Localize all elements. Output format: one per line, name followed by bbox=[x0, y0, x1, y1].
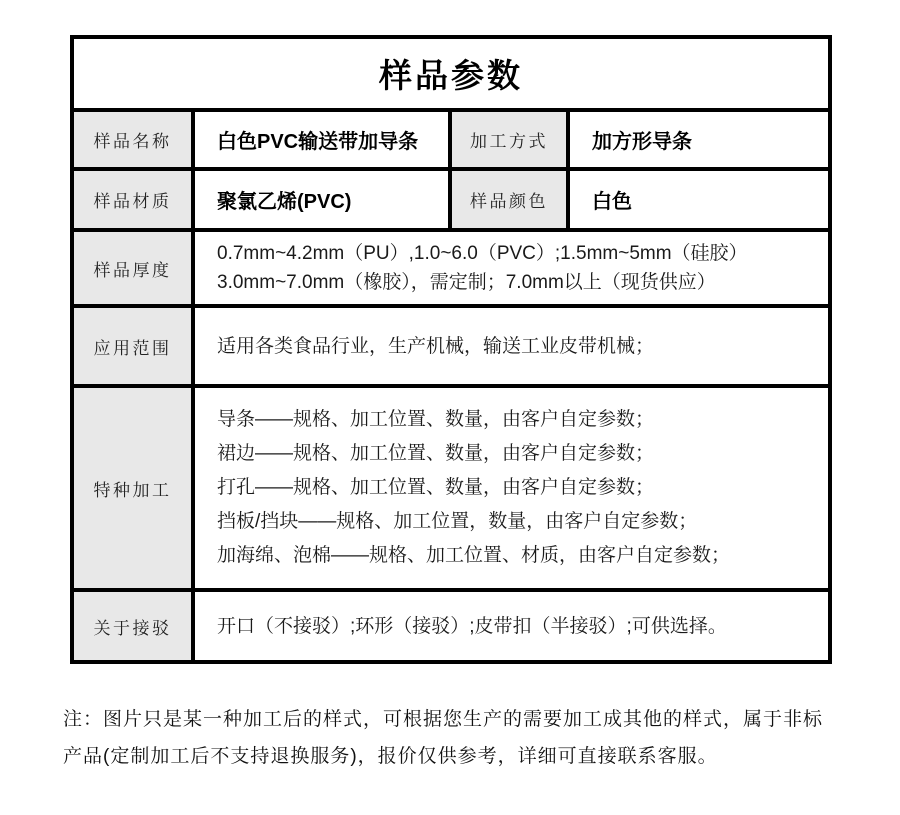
table-row-sample-thickness bbox=[74, 232, 828, 308]
label-application-scope: 应用范围 bbox=[74, 308, 195, 384]
label-sample-name: 样品名称 bbox=[74, 112, 195, 167]
value-sample-material: 聚氯乙烯(PVC) bbox=[217, 191, 352, 213]
value-sample-thickness-cell bbox=[195, 232, 828, 304]
splicing-text: 开口（不接驳）;环形（接驳）;皮带扣（半接驳）;可供选择。 bbox=[217, 615, 727, 637]
thickness-line-1: 0.7mm~4.2mm（PU）,1.0~6.0（PVC）;1.5mm~5mm（硅胶） bbox=[217, 243, 748, 264]
footer-note-line-2: 产品(定制加工后不支持退换服务)，报价仅供参考，详细可直接联系客服。 bbox=[63, 746, 718, 767]
table-row-sample-name bbox=[74, 112, 828, 171]
label-splicing: 关于接驳 bbox=[74, 592, 195, 660]
footer-note bbox=[63, 701, 853, 775]
label-sample-material: 样品材质 bbox=[74, 171, 195, 228]
sample-parameters-table bbox=[70, 35, 832, 664]
value-sample-color: 白色 bbox=[592, 191, 632, 213]
value-splicing-cell bbox=[195, 592, 828, 660]
table-row-sample-material bbox=[74, 171, 828, 232]
table-title-row bbox=[74, 39, 828, 112]
label-special-processing: 特种加工 bbox=[74, 388, 195, 588]
special-processing-line-3: 打孔——规格、加工位置、数量，由客户自定参数； bbox=[217, 477, 655, 498]
special-processing-line-5: 加海绵、泡棉——规格、加工位置、材质，由客户自定参数； bbox=[217, 545, 731, 566]
special-processing-line-4: 挡板/挡块——规格、加工位置，数量，由客户自定参数； bbox=[217, 511, 698, 532]
page-title: 样品参数 bbox=[379, 57, 523, 94]
table-row-application-scope bbox=[74, 308, 828, 388]
value-processing-method: 加方形导条 bbox=[592, 131, 692, 153]
value-processing-method-cell bbox=[570, 112, 828, 167]
value-sample-name-cell bbox=[195, 112, 448, 167]
label-processing-method: 加工方式 bbox=[448, 112, 570, 167]
label-sample-thickness: 样品厚度 bbox=[74, 232, 195, 304]
thickness-line-2: 3.0mm~7.0mm（橡胶），需定制；7.0mm以上（现货供应） bbox=[217, 272, 716, 293]
value-sample-material-cell bbox=[195, 171, 448, 228]
application-scope-text: 适用各类食品行业，生产机械，输送工业皮带机械； bbox=[217, 335, 655, 357]
special-processing-line-2: 裙边——规格、加工位置、数量，由客户自定参数； bbox=[217, 443, 655, 464]
label-sample-color: 样品颜色 bbox=[448, 171, 570, 228]
value-sample-color-cell bbox=[570, 171, 828, 228]
table-row-special-processing bbox=[74, 388, 828, 592]
value-sample-name: 白色PVC输送带加导条 bbox=[217, 131, 419, 153]
table-row-splicing bbox=[74, 592, 828, 660]
value-special-processing-cell bbox=[195, 388, 828, 588]
footer-note-line-1: 注：图片只是某一种加工后的样式，可根据您生产的需要加工成其他的样式，属于非标 bbox=[63, 709, 824, 730]
value-application-scope-cell bbox=[195, 308, 828, 384]
special-processing-line-1: 导条——规格、加工位置、数量，由客户自定参数； bbox=[217, 409, 655, 430]
